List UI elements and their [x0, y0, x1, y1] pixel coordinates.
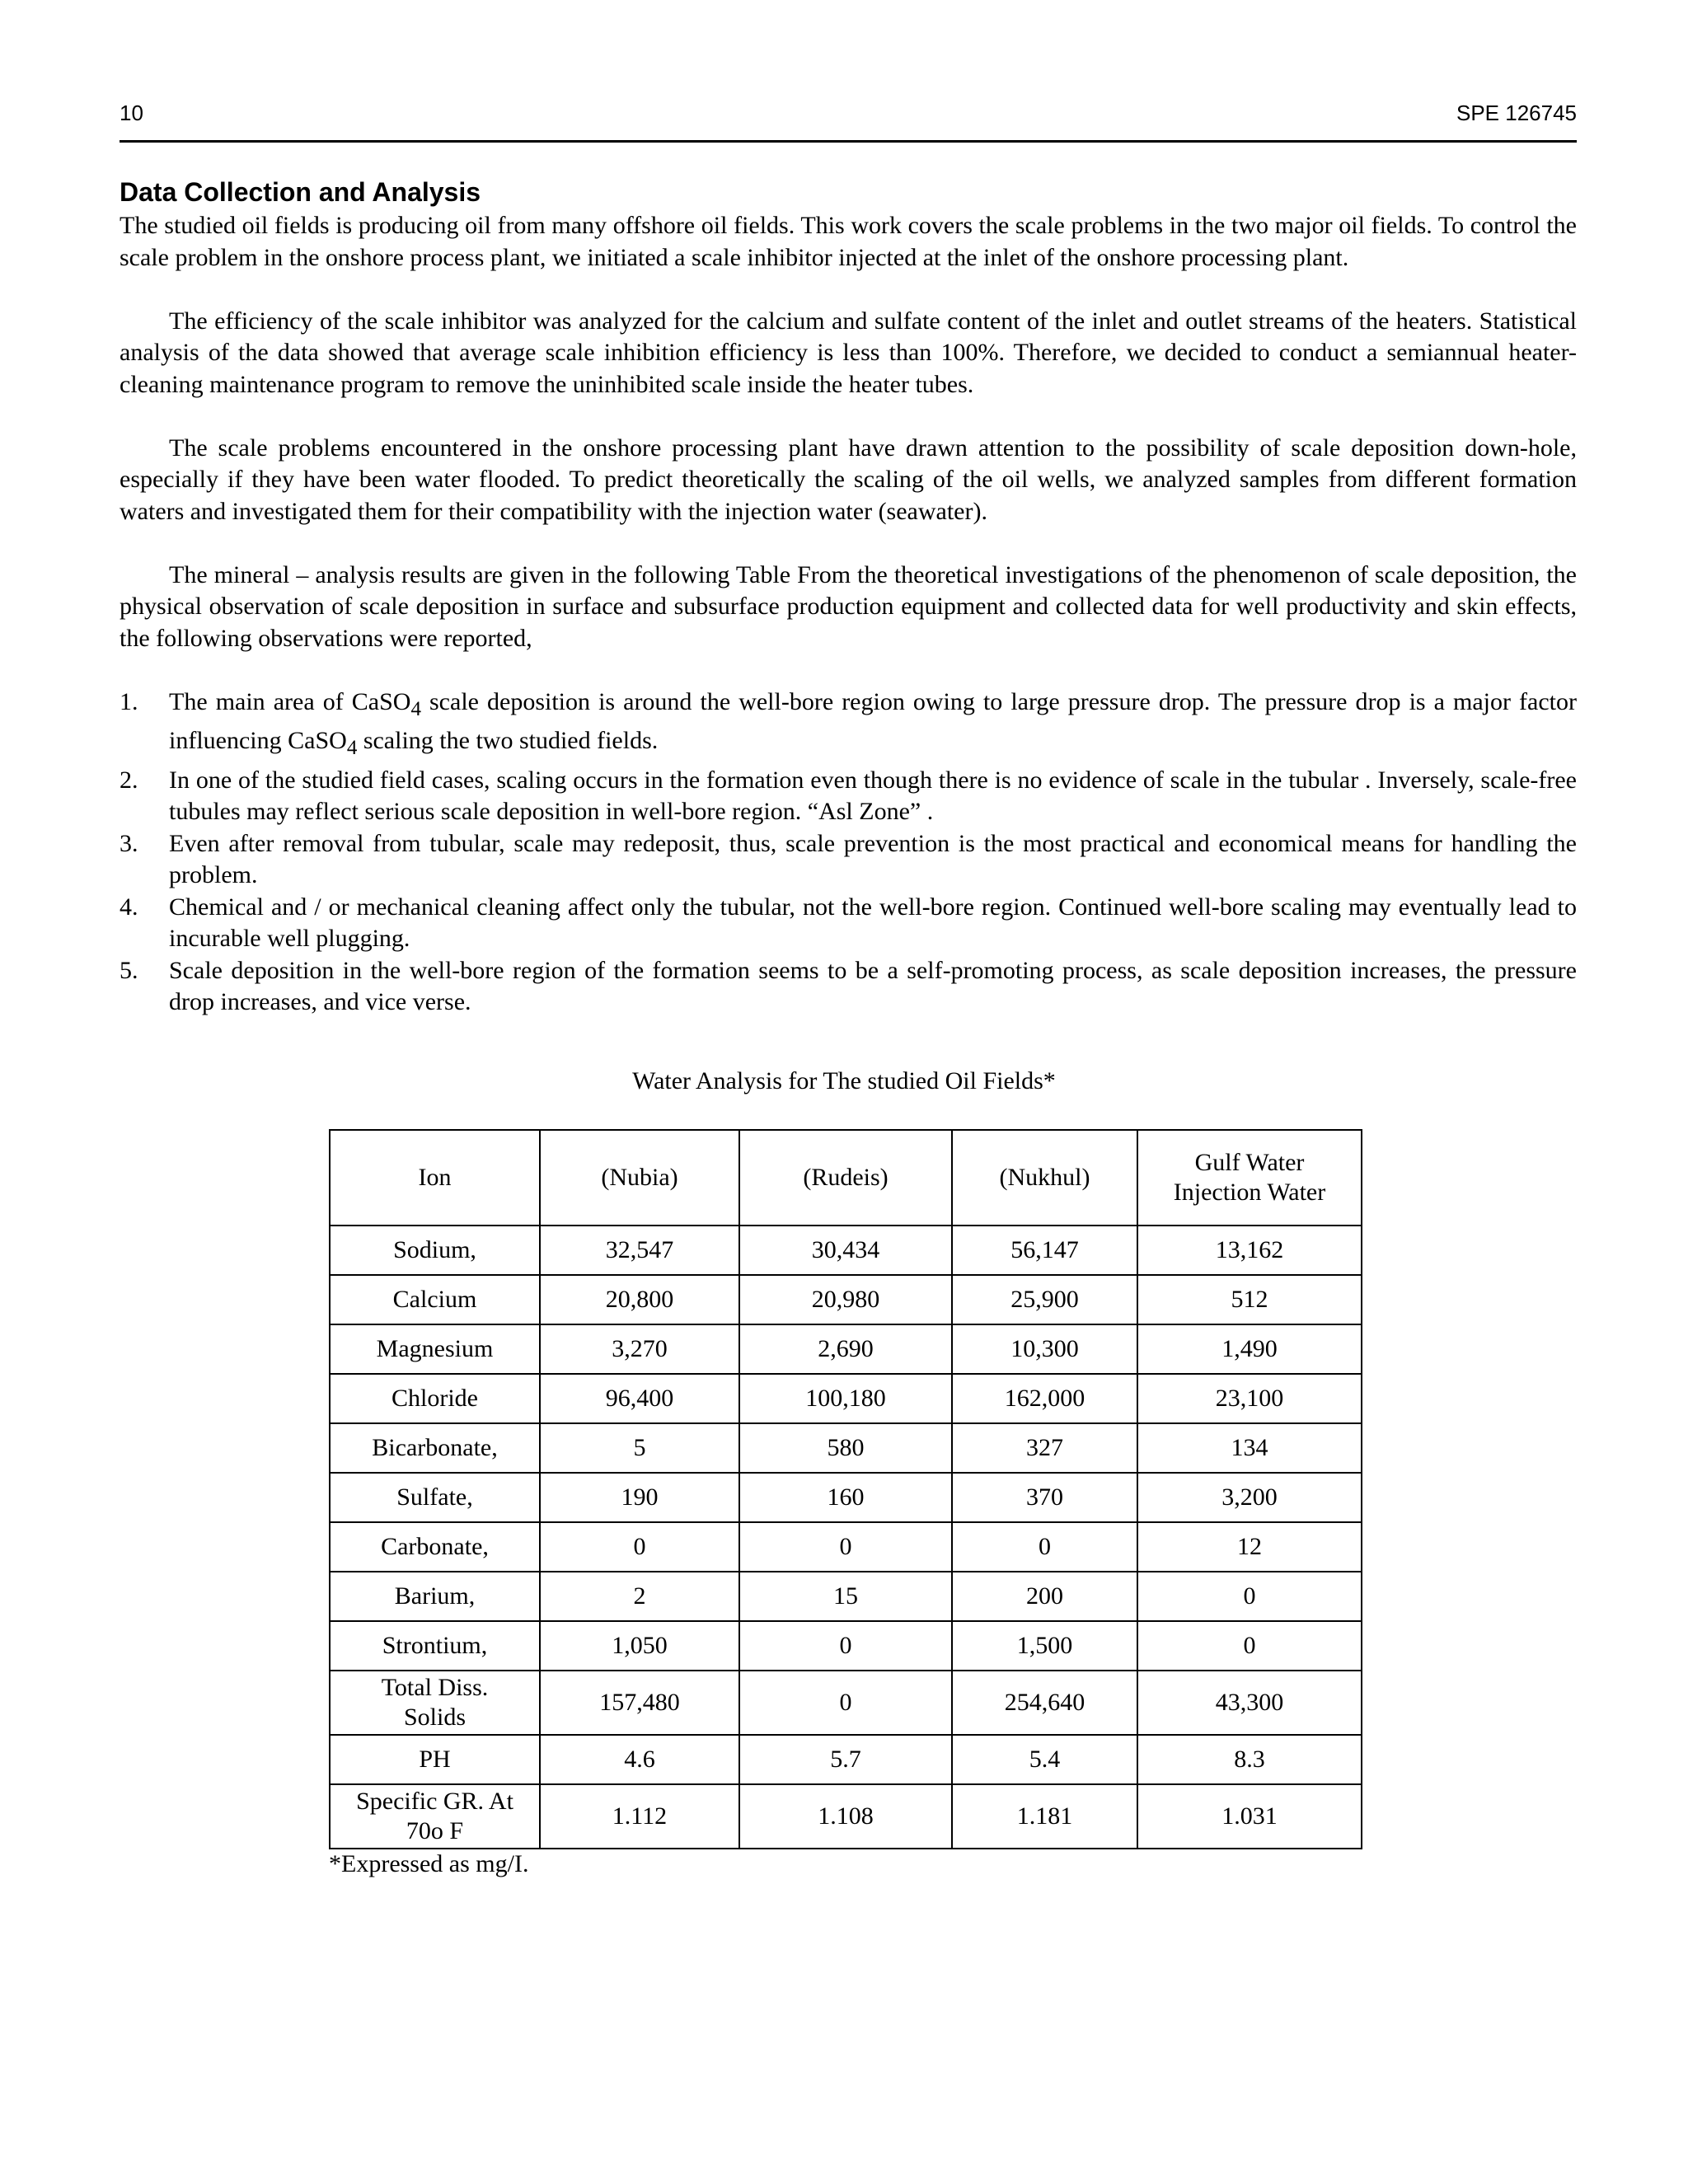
- list-number: 2.: [120, 766, 138, 794]
- value-cell: 134: [1137, 1423, 1362, 1473]
- list-item: [120, 955, 1577, 1019]
- value-cell: 200: [952, 1572, 1137, 1621]
- value-cell: 190: [540, 1473, 739, 1522]
- value-cell: 23,100: [1137, 1374, 1362, 1423]
- value-cell: 20,800: [540, 1275, 739, 1324]
- ion-cell: Chloride: [330, 1374, 540, 1423]
- list-item: [120, 765, 1577, 828]
- table-row: [330, 1735, 1362, 1784]
- table-row: [330, 1522, 1362, 1572]
- page-number: 10: [120, 101, 143, 125]
- value-cell: 0: [540, 1522, 739, 1572]
- paragraph-1: The studied oil fields is producing oil from many offshore oil fields. This work covers the scale problems in the two major oil fields. To control the scale problem in the onshore process plant, we initiated a scale inhibitor injected at the inlet of the onshore processing plant.: [120, 212, 1577, 271]
- value-cell: 2,690: [739, 1324, 952, 1374]
- value-cell: 160: [739, 1473, 952, 1522]
- value-cell: 1.031: [1137, 1784, 1362, 1849]
- column-header: Ion: [330, 1130, 540, 1226]
- section-title: Data Collection and Analysis: [120, 177, 481, 207]
- value-cell: 4.6: [540, 1735, 739, 1784]
- value-cell: 56,147: [952, 1226, 1137, 1275]
- value-cell: 512: [1137, 1275, 1362, 1324]
- value-cell: 162,000: [952, 1374, 1137, 1423]
- value-cell: 3,270: [540, 1324, 739, 1374]
- value-cell: 30,434: [739, 1226, 952, 1275]
- value-cell: 0: [739, 1671, 952, 1735]
- table-row: [330, 1784, 1362, 1849]
- value-cell: 0: [739, 1522, 952, 1572]
- paragraph-2: The efficiency of the scale inhibitor was analyzed for the calcium and sulfate content of the inlet and outlet streams of the heaters. Statistical analysis of the data showed that average scale inhibition efficiency is less than 100%. Therefore, we decided to conduct a semiannual heater-cleaning maintenance program to remove the uninhibited scale inside the heater tubes.: [120, 307, 1577, 398]
- list-number: 1.: [120, 687, 138, 715]
- table-row: [330, 1621, 1362, 1671]
- value-cell: 8.3: [1137, 1735, 1362, 1784]
- table-row: [330, 1473, 1362, 1522]
- ion-cell: Barium,: [330, 1572, 540, 1621]
- ion-cell: Carbonate,: [330, 1522, 540, 1572]
- list-item-text: In one of the studied field cases, scaling occurs in the formation even though there is no evidence of scale in the tubular . Inversely, scale-free tubules may reflect serious scale deposition in well-bore region. “Asl Zone” .: [169, 766, 1577, 825]
- value-cell: 580: [739, 1423, 952, 1473]
- value-cell: 254,640: [952, 1671, 1137, 1735]
- table-footnote: *Expressed as mg/I.: [329, 1850, 529, 1877]
- value-cell: 157,480: [540, 1671, 739, 1735]
- list-number: 5.: [120, 956, 138, 984]
- value-cell: 0: [1137, 1621, 1362, 1671]
- table-header-row: [330, 1130, 1362, 1226]
- list-item-text: Scale deposition in the well-bore region of the formation seems to be a self-promoting process, as scale deposition increases, the pressure drop increases, and vice verse.: [169, 956, 1577, 1015]
- list-item-text: Even after removal from tubular, scale may redeposit, thus, scale prevention is the most practical and economical means for handling the problem.: [169, 829, 1577, 888]
- value-cell: 1,050: [540, 1621, 739, 1671]
- value-cell: 13,162: [1137, 1226, 1362, 1275]
- value-cell: 12: [1137, 1522, 1362, 1572]
- column-header: (Nukhul): [952, 1130, 1137, 1226]
- value-cell: 3,200: [1137, 1473, 1362, 1522]
- value-cell: 1.108: [739, 1784, 952, 1849]
- column-header: (Nubia): [540, 1130, 739, 1226]
- value-cell: 32,547: [540, 1226, 739, 1275]
- table-row: [330, 1423, 1362, 1473]
- section-body: [120, 210, 1577, 1019]
- ion-cell: Strontium,: [330, 1621, 540, 1671]
- observations-list: [120, 687, 1577, 1019]
- column-header: Gulf Water Injection Water: [1137, 1130, 1362, 1226]
- ion-cell: Calcium: [330, 1275, 540, 1324]
- value-cell: 20,980: [739, 1275, 952, 1324]
- paragraph-4: The mineral – analysis results are given in the following Table From the theoretical investigations of the phenomenon of scale deposition, the physical observation of scale deposition in surface and subsurface production equipment and collected data for well productivity and skin effects, the following observations were reported,: [120, 560, 1577, 652]
- table-caption: Water Analysis for The studied Oil Fields*: [632, 1067, 1056, 1094]
- list-number: 3.: [120, 829, 138, 857]
- ion-cell: Sulfate,: [330, 1473, 540, 1522]
- value-cell: 5.7: [739, 1735, 952, 1784]
- ion-cell: PH: [330, 1735, 540, 1784]
- value-cell: 1,500: [952, 1621, 1137, 1671]
- column-header: (Rudeis): [739, 1130, 952, 1226]
- paragraph-3: The scale problems encountered in the onshore processing plant have drawn attention to the possibility of scale deposition down-hole, especially if they have been water flooded. To predict theoretically the scaling of the oil wells, we analyzed samples from different formation waters and investigated them for their compatibility with the injection water (seawater).: [120, 434, 1577, 525]
- list-item: 1. The main area of CaSO$_4$ scale deposition is around the well-bore region owing to large pressure drop. The pressure drop is a major factor influencing CaSO$_4$ scaling the two studied fields.: [120, 687, 1577, 759]
- list-item: [120, 892, 1577, 955]
- table-row: [330, 1275, 1362, 1324]
- table-row: [330, 1324, 1362, 1374]
- value-cell: 0: [952, 1522, 1137, 1572]
- list-item: [120, 828, 1577, 892]
- value-cell: 370: [952, 1473, 1137, 1522]
- value-cell: 5: [540, 1423, 739, 1473]
- value-cell: 0: [1137, 1572, 1362, 1621]
- value-cell: 100,180: [739, 1374, 952, 1423]
- table-row: [330, 1226, 1362, 1275]
- ion-cell: Magnesium: [330, 1324, 540, 1374]
- list-item-text: Chemical and / or mechanical cleaning affect only the tubular, not the well-bore region. Continued well-bore scaling may eventually lead to incurable well plugging.: [169, 893, 1577, 952]
- value-cell: 25,900: [952, 1275, 1137, 1324]
- ion-cell: Bicarbonate,: [330, 1423, 540, 1473]
- value-cell: 2: [540, 1572, 739, 1621]
- value-cell: 10,300: [952, 1324, 1137, 1374]
- value-cell: 15: [739, 1572, 952, 1621]
- value-cell: 0: [739, 1621, 952, 1671]
- table-row: [330, 1572, 1362, 1621]
- value-cell: 5.4: [952, 1735, 1137, 1784]
- ion-cell: Total Diss. Solids: [330, 1671, 540, 1735]
- value-cell: 1,490: [1137, 1324, 1362, 1374]
- ion-cell: Specific GR. At 70o F: [330, 1784, 540, 1849]
- value-cell: 327: [952, 1423, 1137, 1473]
- page-header: [120, 97, 1577, 143]
- table-row: [330, 1671, 1362, 1735]
- value-cell: 1.112: [540, 1784, 739, 1849]
- report-number: SPE 126745: [1456, 101, 1577, 125]
- table-row: [330, 1374, 1362, 1423]
- value-cell: 96,400: [540, 1374, 739, 1423]
- list-number: 4.: [120, 893, 138, 921]
- water-analysis-table: [329, 1129, 1362, 1849]
- ion-cell: Sodium,: [330, 1226, 540, 1275]
- value-cell: 43,300: [1137, 1671, 1362, 1735]
- value-cell: 1.181: [952, 1784, 1137, 1849]
